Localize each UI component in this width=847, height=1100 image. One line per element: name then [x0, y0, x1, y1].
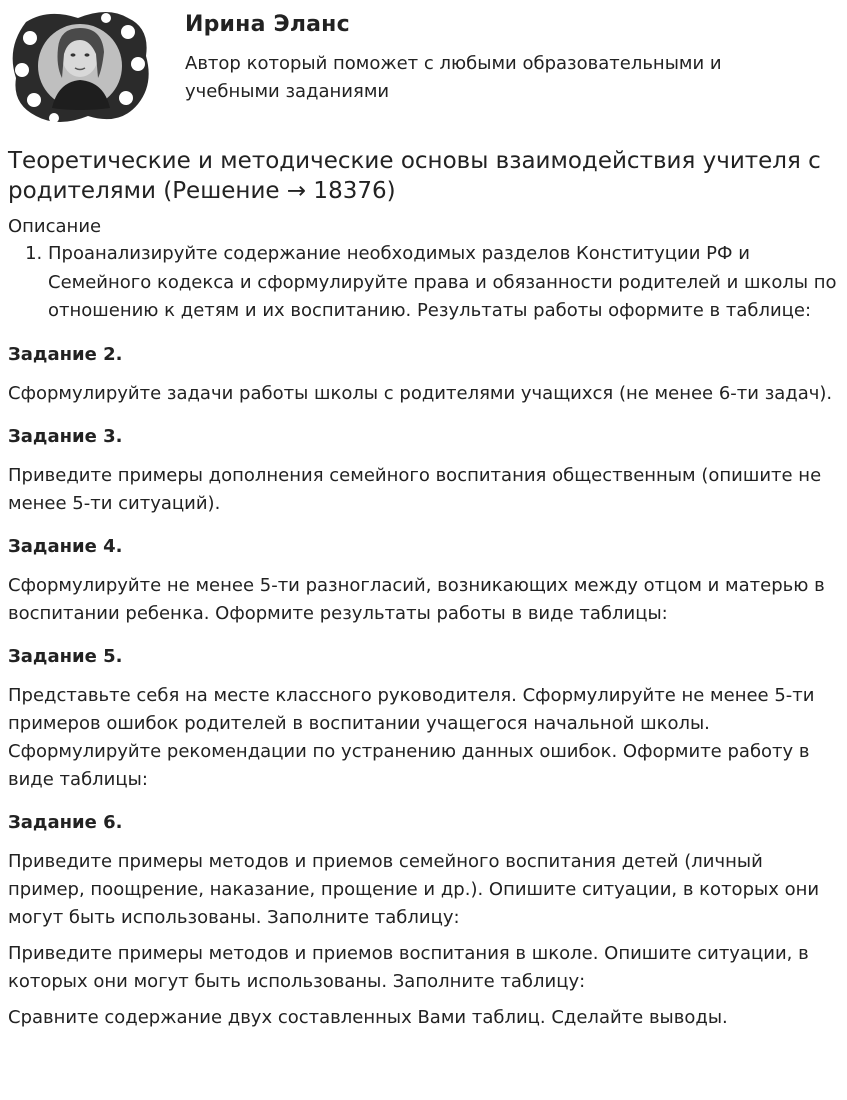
- description-label: Описание: [8, 216, 102, 237]
- task-text: Приведите примеры методов и приемов воспитания в школе. Опишите ситуации, в которых они могут быть использованы. Заполните таблицу:: [8, 942, 809, 992]
- task-heading: Задание 5.: [8, 645, 123, 667]
- task-section: [8, 810, 840, 1032]
- task-text: Сравните содержание двух составленных Вами таблиц. Сделайте выводы.: [8, 1006, 728, 1028]
- page-title: Теоретические и методические основы взаимодействия учителя с родителями (Решение → 18376): [8, 148, 821, 204]
- task-heading: Задание 6.: [8, 811, 123, 833]
- author-header: [0, 0, 847, 130]
- task-section: [8, 644, 840, 794]
- task-section: [8, 342, 840, 408]
- task-heading: Задание 4.: [8, 535, 123, 557]
- task-text: Представьте себя на месте классного руководителя. Сформулируйте не менее 5-ти примеров ошибок родителей в воспитании учащегося начальной школы. Сформулируйте рекомендации по устранению данных ошибок. Оформите работу в виде таблицы:: [8, 684, 815, 790]
- task-heading: Задание 2.: [8, 343, 123, 365]
- task-text: Приведите примеры дополнения семейного воспитания общественным (опишите не менее 5-ти ситуаций).: [8, 464, 822, 514]
- task-text: Приведите примеры методов и приемов семейного воспитания детей (личный пример, поощрение, наказание, прощение и др.). Опишите ситуации, в которых они могут быть использованы. Заполните таблицу:: [8, 850, 820, 928]
- author-description: Автор который поможет с любыми образовательными и учебными заданиями: [185, 53, 722, 102]
- author-avatar: [8, 8, 152, 126]
- task-text: Сформулируйте не менее 5-ти разногласий, возникающих между отцом и матерью в воспитании ребенка. Оформите результаты работы в виде таблицы:: [8, 574, 825, 624]
- document-body: [8, 146, 840, 1032]
- list-item: 1. Проанализируйте содержание необходимых разделов Конституции РФ и Семейного кодекса и сформулируйте права и обязанности родителей и школы по отношению к детям и их воспитанию. Результаты работы оформите в таблице:: [48, 240, 840, 326]
- task-text: Сформулируйте задачи работы школы с родителями учащихся (не менее 6-ти задач).: [8, 382, 833, 404]
- task-heading: Задание 3.: [8, 425, 123, 447]
- task-list: [8, 240, 840, 326]
- author-name: Ирина Эланс: [185, 12, 350, 37]
- task-section: [8, 424, 840, 518]
- task-section: [8, 534, 840, 628]
